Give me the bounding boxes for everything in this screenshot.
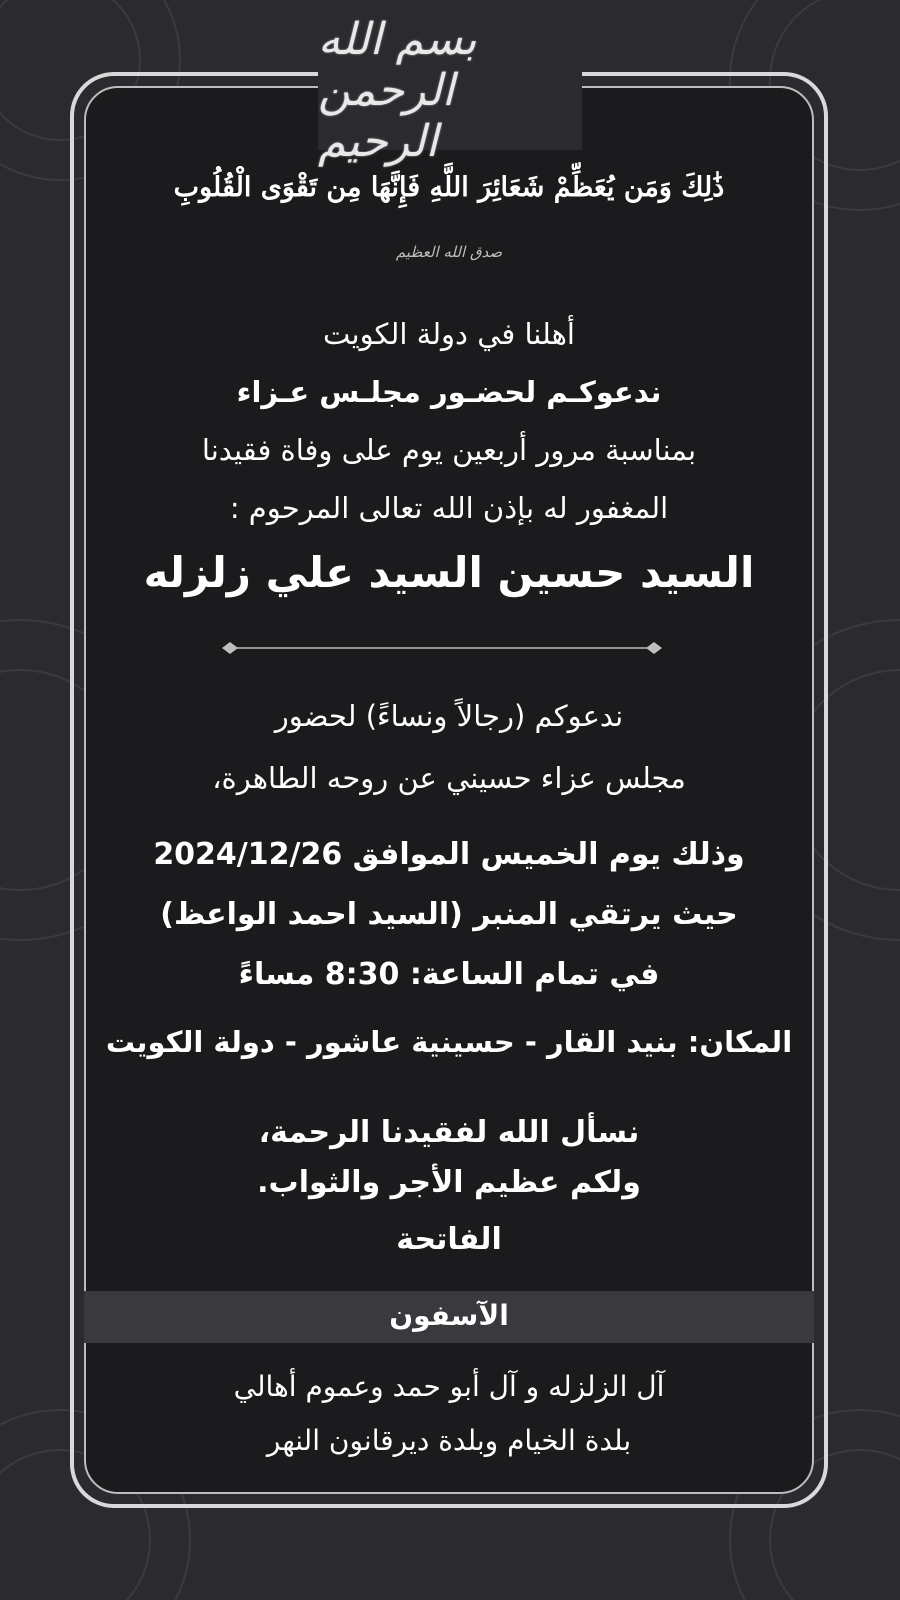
fatiha-label: الفاتحة [396, 1222, 502, 1257]
ornamental-divider [222, 640, 662, 656]
families-line-2: بلدة الخيام وبلدة ديرقانون النهر [266, 1424, 632, 1457]
date-line: وذلك يوم الخميس الموافق 2024/12/26 [153, 837, 745, 872]
sadaqa-calligraphy: صدق الله العظيم [395, 243, 503, 261]
prayer-block [84, 1108, 814, 1208]
deceased-intro-line: المغفور له بإذن الله تعالى المرحوم : [229, 491, 669, 525]
families-line-1: آل الزلزله و آل أبو حمد وعموم أهالي [233, 1370, 665, 1403]
families-block [84, 1360, 814, 1468]
mourners-label: الآسفون [84, 1291, 814, 1343]
prayer-line-1: نسأل الله لفقيدنا الرحمة، [258, 1115, 640, 1150]
invitation-line-1: ندعوكم (رجالاً ونساءً) لحضور [274, 699, 624, 733]
occasion-line: بمناسبة مرور أربعين يوم على وفاة فقيدنا [201, 433, 697, 467]
invitation-block [84, 685, 814, 809]
details-block [84, 825, 814, 1005]
invite-heading: ندعوكـم لحضـور مجلـس عـزاء [236, 375, 662, 409]
prayer-line-2: ولكم عظيم الأجر والثواب. [257, 1165, 641, 1200]
deceased-name: السيد حسين السيد علي زلزله [143, 548, 755, 597]
speaker-line: حيث يرتقي المنبر (السيد احمد الواعظ) [160, 897, 738, 932]
time-line: في تمام الساعة: 8:30 مساءً [238, 957, 660, 992]
quran-verse: ذَٰلِكَ وَمَن يُعَظِّمْ شَعَائِرَ اللَّهِ فَإِنَّهَا مِن تَقْوَى الْقُلُوبِ [173, 172, 725, 203]
place-line: المكان: بنيد القار - حسينية عاشور - دولة الكويت [105, 1025, 793, 1059]
invitation-line-2: مجلس عزاء حسيني عن روحه الطاهرة، [212, 761, 686, 795]
greeting: أهلنا في دولة الكويت [323, 317, 575, 351]
intro-block [84, 305, 814, 537]
basmala-calligraphy [318, 13, 582, 167]
basmala-text: بسم الله الرحمن الرحيم [318, 13, 477, 167]
